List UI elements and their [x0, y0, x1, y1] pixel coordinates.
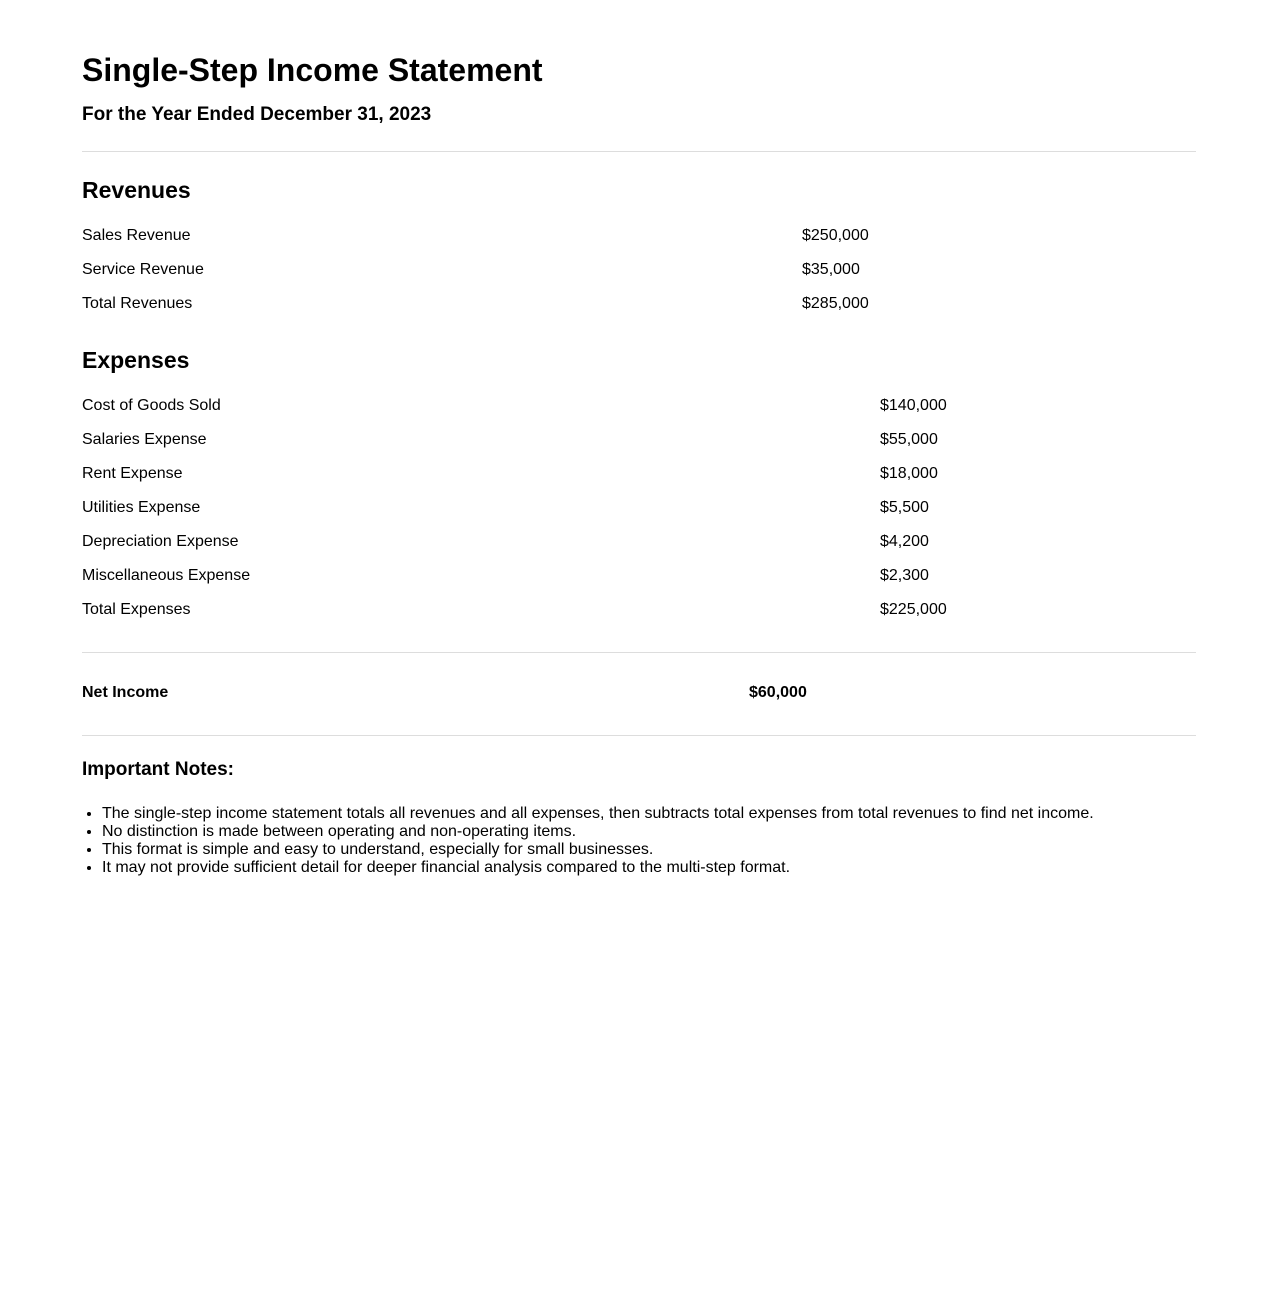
revenue-row-sales [82, 219, 1196, 253]
revenue-row-service [82, 253, 1196, 287]
expense-amount: $140,000 [880, 397, 947, 414]
expense-label: Total Expenses [82, 601, 191, 618]
expenses-heading: Expenses [82, 347, 190, 373]
revenue-amount: $35,000 [802, 261, 860, 278]
expense-label: Salaries Expense [82, 431, 207, 448]
revenue-amount: $285,000 [802, 295, 869, 312]
expense-label: Utilities Expense [82, 499, 201, 516]
expense-row-total [82, 593, 1196, 627]
expense-amount: $5,500 [880, 499, 929, 516]
expense-amount: $4,200 [880, 533, 929, 550]
revenues-heading: Revenues [82, 177, 191, 203]
expense-row-utilities [82, 491, 1196, 525]
expense-label: Miscellaneous Expense [82, 567, 251, 584]
expense-amount: $18,000 [880, 465, 938, 482]
expense-amount: $55,000 [880, 431, 938, 448]
revenue-label: Service Revenue [82, 261, 204, 278]
expense-amount: $2,300 [880, 567, 929, 584]
net-income-label: Net Income [82, 684, 169, 701]
revenue-amount: $250,000 [802, 227, 869, 244]
net-income-amount: $60,000 [749, 684, 807, 701]
expense-row-cogs [82, 389, 1196, 423]
note-item: • This format is simple and easy to understand, especially for small businesses. [102, 841, 1196, 859]
statement-period: For the Year Ended December 31, 2023 [82, 104, 432, 125]
note-item: • No distinction is made between operating and non-operating items. [102, 823, 1196, 841]
expense-row-rent [82, 457, 1196, 491]
expense-row-depreciation [82, 525, 1196, 559]
note-item: • It may not provide sufficient detail for deeper financial analysis compared to the multi-step format. [102, 859, 1196, 877]
expense-label: Rent Expense [82, 465, 183, 482]
expense-row-salaries [82, 423, 1196, 457]
expense-row-miscellaneous [82, 559, 1196, 593]
page-title: Single-Step Income Statement [82, 52, 543, 88]
revenue-label: Total Revenues [82, 295, 193, 312]
notes-list [82, 805, 1196, 877]
note-item: • The single-step income statement totals all revenues and all expenses, then subtracts total expenses from total revenues to find net income. [102, 805, 1196, 823]
net-income-top-divider [82, 652, 1196, 653]
revenue-label: Sales Revenue [82, 227, 191, 244]
revenue-row-total [82, 287, 1196, 321]
revenues-list [82, 219, 1196, 321]
expense-amount: $225,000 [880, 601, 947, 618]
net-income-row [82, 680, 1196, 706]
notes-heading: Important Notes: [82, 759, 234, 780]
expense-label: Cost of Goods Sold [82, 397, 221, 414]
header-divider [82, 151, 1196, 152]
expense-label: Depreciation Expense [82, 533, 239, 550]
expenses-list [82, 389, 1196, 627]
net-income-bottom-divider [82, 735, 1196, 736]
